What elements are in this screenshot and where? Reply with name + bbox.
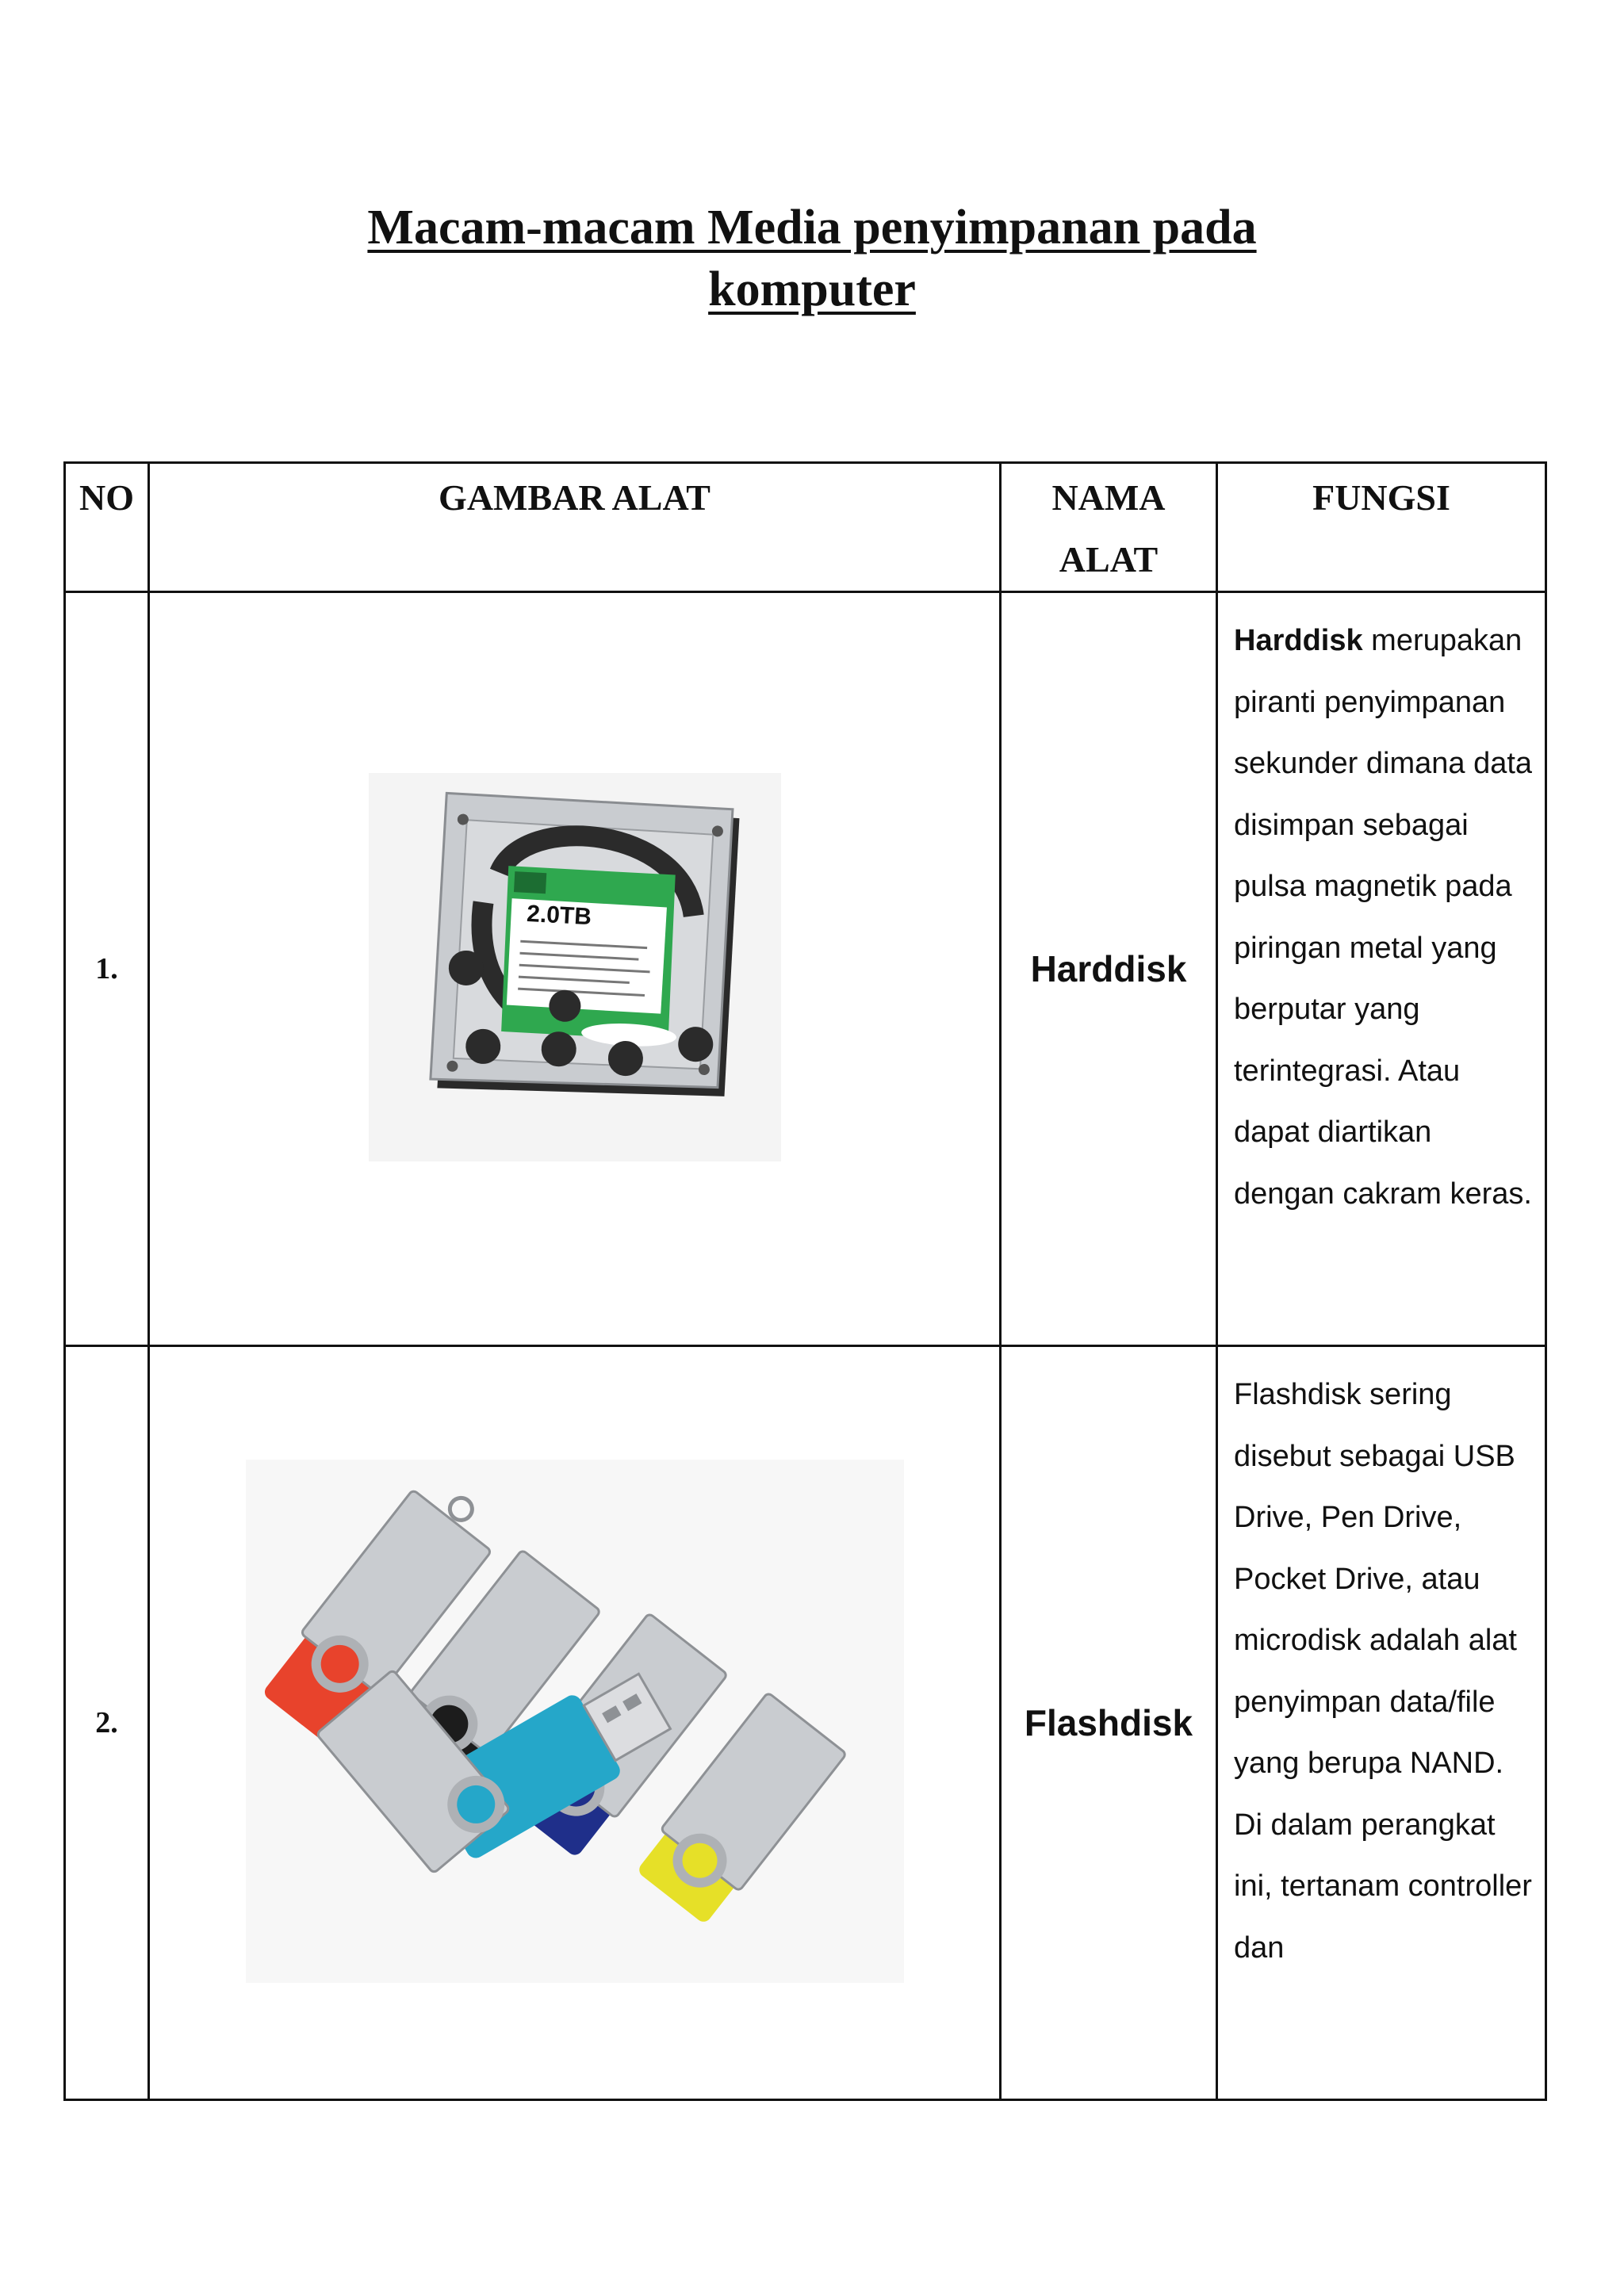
header-gambar-alat: GAMBAR ALAT xyxy=(149,463,1001,592)
hard-drive-photo-icon xyxy=(369,773,781,1165)
table-row xyxy=(65,592,1546,1346)
drive-capacity-label: 2.0TB xyxy=(525,900,592,930)
header-fungsi: FUNGSI xyxy=(1217,463,1546,592)
function-keyword: Harddisk xyxy=(1234,624,1363,657)
image-cell xyxy=(149,592,1001,1346)
device-name: Harddisk xyxy=(1001,592,1217,1346)
function-text: Flashdisk sering disebut sebagai USB Drive, Pen Drive, Pocket Drive, atau microdisk adalah alat penyimpan data/file yang berupa NAND. Di dalam perangkat ini, tertanam controller dan xyxy=(1234,1378,1532,1965)
image-cell xyxy=(149,1346,1001,2100)
title-line-1: Macam-macam Media penyimpanan pada xyxy=(367,201,1257,254)
function-text: merupakan piranti penyimpanan sekunder dimana data disimpan sebagai pulsa magnetik pada piringan metal yang berputar yang terintegrasi. Atau dapat diartikan dengan cakram keras. xyxy=(1234,624,1533,1211)
table-row xyxy=(65,1346,1546,2100)
header-nama-line-2: ALAT xyxy=(1059,539,1159,580)
function-description xyxy=(1217,1346,1546,2100)
page-title xyxy=(0,197,1624,320)
header-no: NO xyxy=(65,463,149,592)
title-line-2: komputer xyxy=(708,262,916,316)
table-header-row xyxy=(65,463,1546,592)
row-number: 1. xyxy=(65,592,149,1346)
row-number: 2. xyxy=(65,1346,149,2100)
function-description xyxy=(1217,592,1546,1346)
header-nama-alat xyxy=(1001,463,1217,592)
storage-media-table xyxy=(63,461,1547,2101)
header-nama-line-1: NAMA xyxy=(1051,477,1166,518)
device-name: Flashdisk xyxy=(1001,1346,1217,2100)
usb-flash-drives-photo-icon xyxy=(246,1460,904,1987)
